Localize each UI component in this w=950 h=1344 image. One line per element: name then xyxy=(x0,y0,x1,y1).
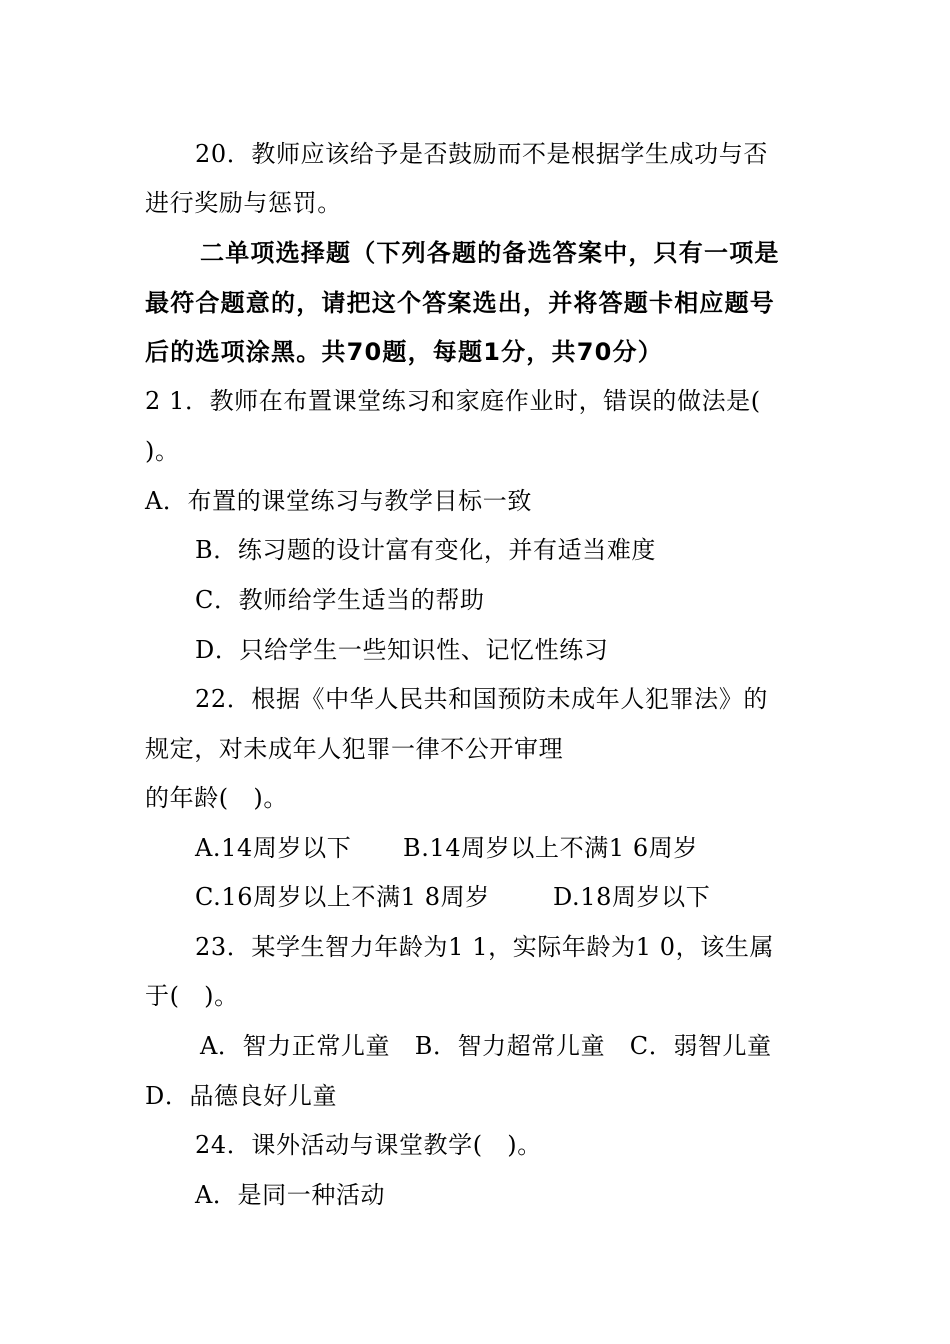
q22-option-b: B.14周岁以上不满1 6周岁 xyxy=(403,834,698,862)
q22-option-c: C.16周岁以上不满1 8周岁 xyxy=(195,883,490,911)
q22-stem-line-2: 规定，对未成年人犯罪一律不公开审理 xyxy=(145,735,564,763)
section-2-heading-line-3: 后的选项涂黑。共70题，每题1分，共70分） xyxy=(145,338,663,366)
q22-options-row-2 xyxy=(195,881,710,913)
section-2-heading-line-2: 最符合题意的，请把这个答案选出，并将答题卡相应题号 xyxy=(145,289,775,317)
q22-option-d: D.18周岁以下 xyxy=(553,883,711,911)
q21-option-b: B．练习题的设计富有变化，并有适当难度 xyxy=(195,536,657,564)
q21-option-a: A．布置的课堂练习与教学目标一致 xyxy=(145,487,532,515)
section-2-heading-line-1: 二单项选择题（下列各题的备选答案中，只有一项是 xyxy=(200,239,780,267)
q24-stem: 24．课外活动与课堂教学( )。 xyxy=(195,1131,542,1159)
q23-stem-line-1: 23．某学生智力年龄为1 1，实际年龄为1 0，该生属 xyxy=(195,933,775,961)
q20-line-1: 20．教师应该给予是否鼓励而不是根据学生成功与否 xyxy=(195,140,768,168)
q21-option-c: C．教师给学生适当的帮助 xyxy=(195,586,485,614)
q22-options-row-1 xyxy=(195,832,698,864)
q24-option-a: A．是同一种活动 xyxy=(195,1181,386,1209)
q20-line-2: 进行奖励与惩罚。 xyxy=(145,189,342,217)
q22-stem-line-1: 22．根据《中华人民共和国预防未成年人犯罪法》的 xyxy=(195,685,768,713)
q23-options-line-1: A．智力正常儿童 B．智力超常儿童 C．弱智儿童 xyxy=(200,1032,772,1060)
q23-stem-line-2: 于( )。 xyxy=(145,982,239,1010)
q21-stem-line-1: 2 1．教师在布置课堂练习和家庭作业时，错误的做法是( xyxy=(145,387,761,415)
q21-stem-line-2: )。 xyxy=(145,437,180,465)
q22-option-a: A.14周岁以下 xyxy=(195,834,352,862)
q22-stem-line-3: 的年龄( )。 xyxy=(145,784,288,812)
q21-option-d: D．只给学生一些知识性、记忆性练习 xyxy=(195,636,609,664)
q23-options-line-2: D．品德良好儿童 xyxy=(145,1082,338,1110)
